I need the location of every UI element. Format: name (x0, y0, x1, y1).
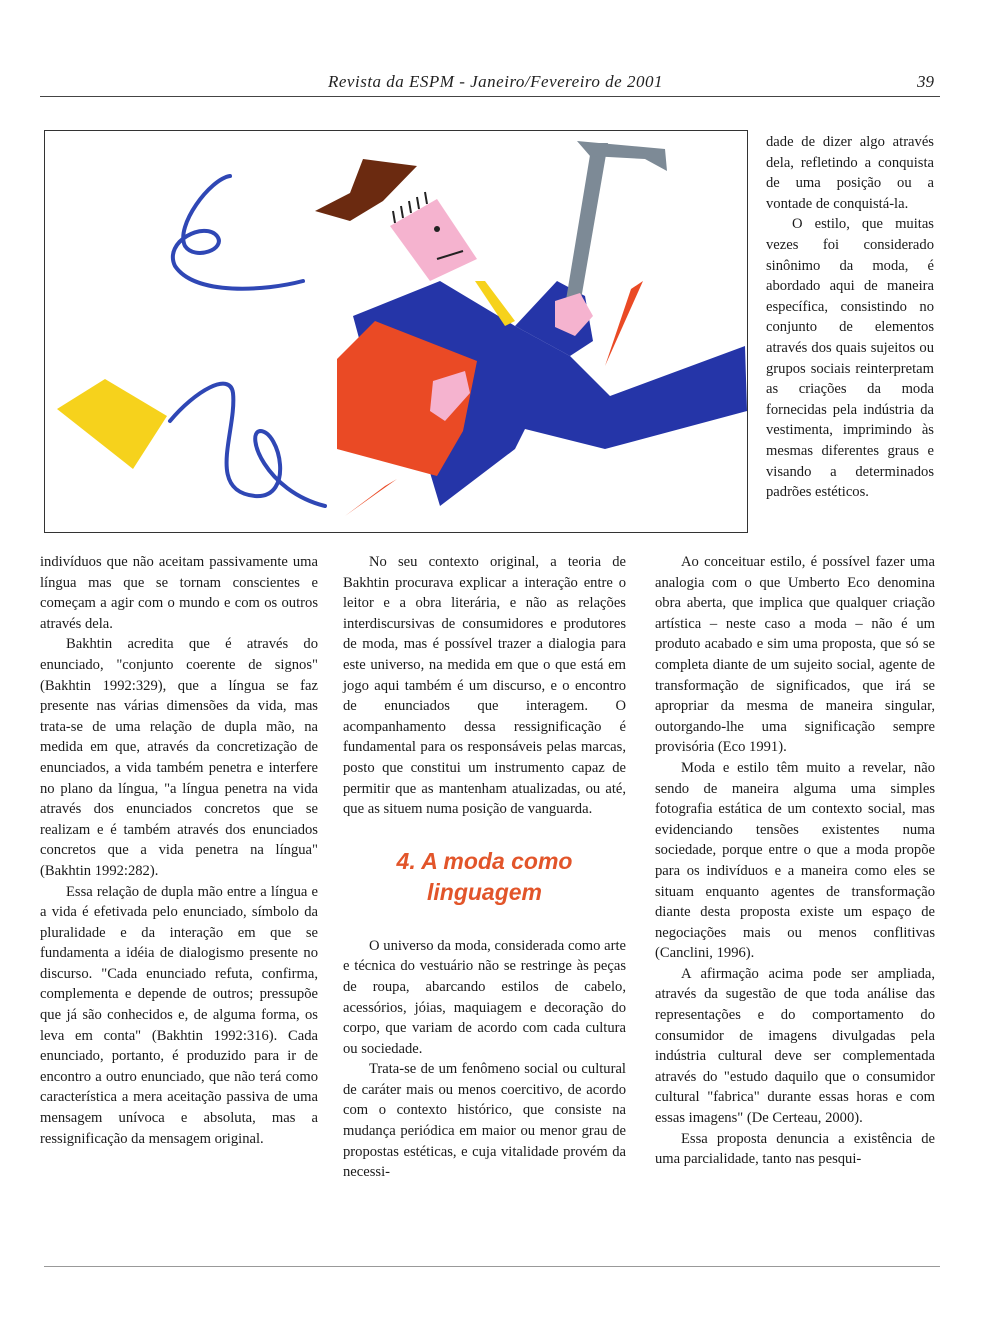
body-paragraph: Moda e estilo têm muito a revelar, não sendo de maneira alguma uma simples fotografia estática de um contexto social, mas evidenciando tensões existentes numa sociedade, porque entre o que a moda propõe para os indivíduos e a maneira como eles se situam enquanto agentes de transformação diante desta proposta existe um espaço de negociações mais ou menos conflitivas (Canclini, 1996). (655, 759, 935, 962)
page-header (40, 72, 940, 97)
body-paragraph: A afirmação acima pode ser ampliada, através da sugestão de que toda análise das representações e do comportamento do consumidor de imagens divulgadas pela indústria cultural deve ser complementada através do "estudo daquilo que o consumidor cultural "fabrica" durante essas horas e com essas imagens" (De Certeau, 2000). (655, 965, 935, 1127)
illustration-figure (44, 130, 748, 533)
body-paragraph: No seu contexto original, a teoria de Bakhtin procurava explicar a interação entre o leitor e a obra literária, e não as relações interdiscursivas de consumidores e produtores de moda, mas é possível trazer a dialogia para este universo, na medida em que o que está em jogo aqui também é um discurso, e o encontro de enunciados que interagem. O acompanhamento dessa ressignificação é fundamental para os responsáveis pelas marcas, posto que constitui um instrumento capaz de permitir que as mantenham atualizadas, ou até, que as situem numa posição de vanguarda. (343, 554, 626, 818)
text-column-2 (343, 552, 626, 1183)
text-column-3 (655, 552, 935, 1170)
red-sliver-bottom (345, 479, 397, 516)
body-paragraph: indivíduos que não aceitam passivamente uma língua mas que se tornam conscientes e começam a agir com o mundo e com os outros através dela. (40, 554, 318, 632)
running-title: Revista da ESPM - Janeiro/Fevereiro de 2001 (328, 72, 663, 91)
body-paragraph: Essa relação de dupla mão entre a língua e a vida é efetivada pelo enunciado, símbolo da pluralidade e da interação em que se fundamenta a idéia de dialogismo presente no discurso. "Cada enunciado refuta, confirma, complementa e depende de outros; pressupõe que já são conhecidos e, de alguma forma, os leva em conta" (Bakhtin 1992:316). Cada enunciado, portanto, é produzido para ir de encontro a outro enunciado, que não terá como característica a mera aceitação passiva de uma mensagem unívoca e absoluta, mas a ressignificação da mensagem original. (40, 883, 318, 1147)
sidebar-column (766, 132, 934, 503)
illustration-svg (45, 131, 747, 532)
yellow-paper-shape (57, 379, 167, 469)
body-paragraph: Essa proposta denuncia a existência de uma parcialidade, tanto nas pesqui- (655, 1130, 935, 1168)
text-column-1 (40, 552, 318, 1149)
sidebar-paragraph: dade de dizer algo através dela, refletindo a conquista de uma posição ou a vontade de conquistá-la. (766, 134, 934, 212)
body-paragraph: Ao conceituar estilo, é possível fazer uma analogia com o que Umberto Eco denomina obra aberta, que implica que qualquer criação artística – neste caso a moda – não é um produto acabado e sim uma proposta, que só se completa diante de um sujeito social, agente de transformação de significados, que irá se apropriar da mesma de maneira singular, outorgando-lhe uma significação sempre provisória (Eco 1991). (655, 554, 935, 756)
blue-scribble-upper (173, 176, 303, 289)
red-sliver-right (605, 281, 643, 366)
page-number: 39 (917, 72, 934, 91)
head-eye (434, 226, 440, 232)
section-heading-line-1: 4. A moda como (396, 847, 573, 874)
sidebar-paragraph: O estilo, que muitas vezes foi considerado sinônimo da moda, é abordado aqui de maneira específica, consistindo no conjunto de elementos através dos quais sujeitos ou grupos sociais reinterpretam as criações da moda fornecidas pela indústria da vestimenta, imprimindo às mesmas diferentes graus e visando a determinados padrões estéticos. (766, 216, 934, 501)
section-heading (343, 846, 626, 908)
pickaxe-handle (565, 143, 608, 311)
section-heading-line-2: linguagem (426, 878, 542, 905)
footer-rule (44, 1266, 940, 1267)
pink-head-shape (390, 199, 477, 281)
blue-scribble-lower (170, 384, 325, 506)
body-paragraph: Bakhtin acredita que é através do enunciado, "conjunto coerente de signos" (Bakhtin 1992:329), que a língua se faz presente nas várias dimensões da vida, mas trata-se de uma relação de dupla mão, na medida em que, através da concretização de enunciados, a vida também penetra e interfere no plano da língua, "a língua penetra na vida através dos enunciados concretos que se realizam e é também através dos enunciados concretos que a vida penetra na língua" (Bakhtin 1992:282). (40, 636, 318, 879)
body-paragraph: Trata-se de um fenômeno social ou cultural de caráter mais ou menos coercitivo, de acordo com o contexto histórico, que consiste na mudança periódica em maior ou menor grau de propostas estéticas, e cuja vitalidade provém da necessi- (343, 1061, 626, 1181)
body-paragraph: O universo da moda, considerada como arte e técnica do vestuário não se restringe às peças de roupa, abarcando estilos de cabelo, acessórios, jóias, maquiagem e decoração do corpo, que variam de acordo com cada cultura ou sociedade. (343, 937, 626, 1057)
